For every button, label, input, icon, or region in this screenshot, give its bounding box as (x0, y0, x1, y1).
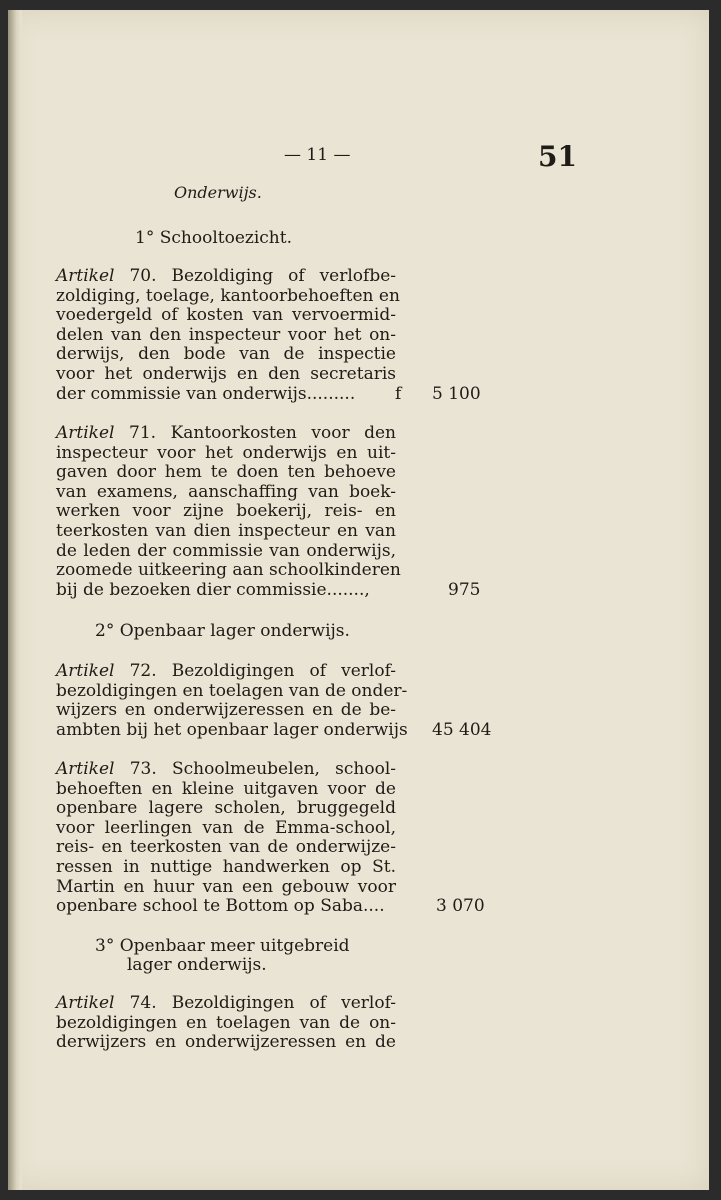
article-first-line: Artikel 72. Bezoldigingen of verlof- (56, 661, 397, 681)
section-heading-1 (135, 229, 292, 249)
article-first-line: Artikel 74. Bezoldigingen of verlof- (56, 993, 397, 1013)
amount-article-70: 5 100 (432, 384, 481, 404)
article-first-line: Artikel 71. Kantoorkosten voor den (56, 423, 396, 443)
section-title-text: Openbaar meer uitgebreid (119, 936, 350, 956)
section-heading-3-continued: lager onderwijs. (127, 955, 267, 975)
document-page (8, 10, 709, 1190)
amount-article-71: 975 (448, 580, 481, 600)
inner-page-number: — 11 — (284, 145, 351, 165)
section-number: 2° (95, 621, 115, 641)
article-first-line: Artikel 70. Bezoldiging of verlofbe- (56, 266, 397, 286)
article-72: Artikel 72. Bezoldigingen of verlof- bezoldigingen en toelagen van de onder- wijzers en onderwijzeressen en de be- ambten bij het openbaar lager onderwijs (56, 661, 408, 740)
outer-page-number: 51 (538, 140, 577, 173)
article-70: Artikel 70. Bezoldiging of verlofbe- zoldiging, toelage, kantoorbehoeften en voedergeld of kosten van vervoermid- delen van den inspecteur voor het on- derwijs, den bode van de inspectie voor het onderwijs en den secretaris der commissie van onderwijs......... (56, 266, 400, 404)
section-heading-2 (95, 622, 350, 642)
section-title: Onderwijs. (174, 183, 262, 202)
section-title-text: Openbaar lager onderwijs. (119, 621, 350, 641)
currency-symbol: f (395, 384, 402, 404)
amount-article-72: 45 404 (432, 720, 492, 740)
article-71: Artikel 71. Kantoorkosten voor den inspecteur voor het onderwijs en uit- gaven door hem te doen ten behoeve van examens, aanschaffing van boek- werken voor zijne boekerij, reis- en teerkosten van dien inspecteur en van de leden der commissie van onderwijs, zoomede uitkeering aan schoolkinderen bij de bezoeken dier commissie......., (56, 423, 401, 600)
section-number: 3° (95, 936, 115, 956)
article-74: Artikel 74. Bezoldigingen of verlof- bezoldigingen en toelagen van de on- derwijzers en onderwijzeressen en de (56, 993, 397, 1053)
article-73: Artikel 73. Schoolmeubelen, school- behoeften en kleine uitgaven voor de openbare lagere scholen, bruggegeld voor leerlingen van de Emma-school, reis- en teerkosten van de onderwijze- ressen in nuttige handwerken op St. Martin en huur van een gebouw voor openbare school te Bottom op Saba.... (56, 759, 397, 917)
section-title-text: Schooltoezicht. (159, 228, 292, 248)
amount-article-73: 3 070 (436, 896, 485, 916)
section-number: 1° (135, 228, 155, 248)
book-spine-shadow (8, 10, 22, 1190)
article-first-line: Artikel 73. Schoolmeubelen, school- (56, 759, 397, 779)
section-heading-3 (95, 937, 350, 957)
